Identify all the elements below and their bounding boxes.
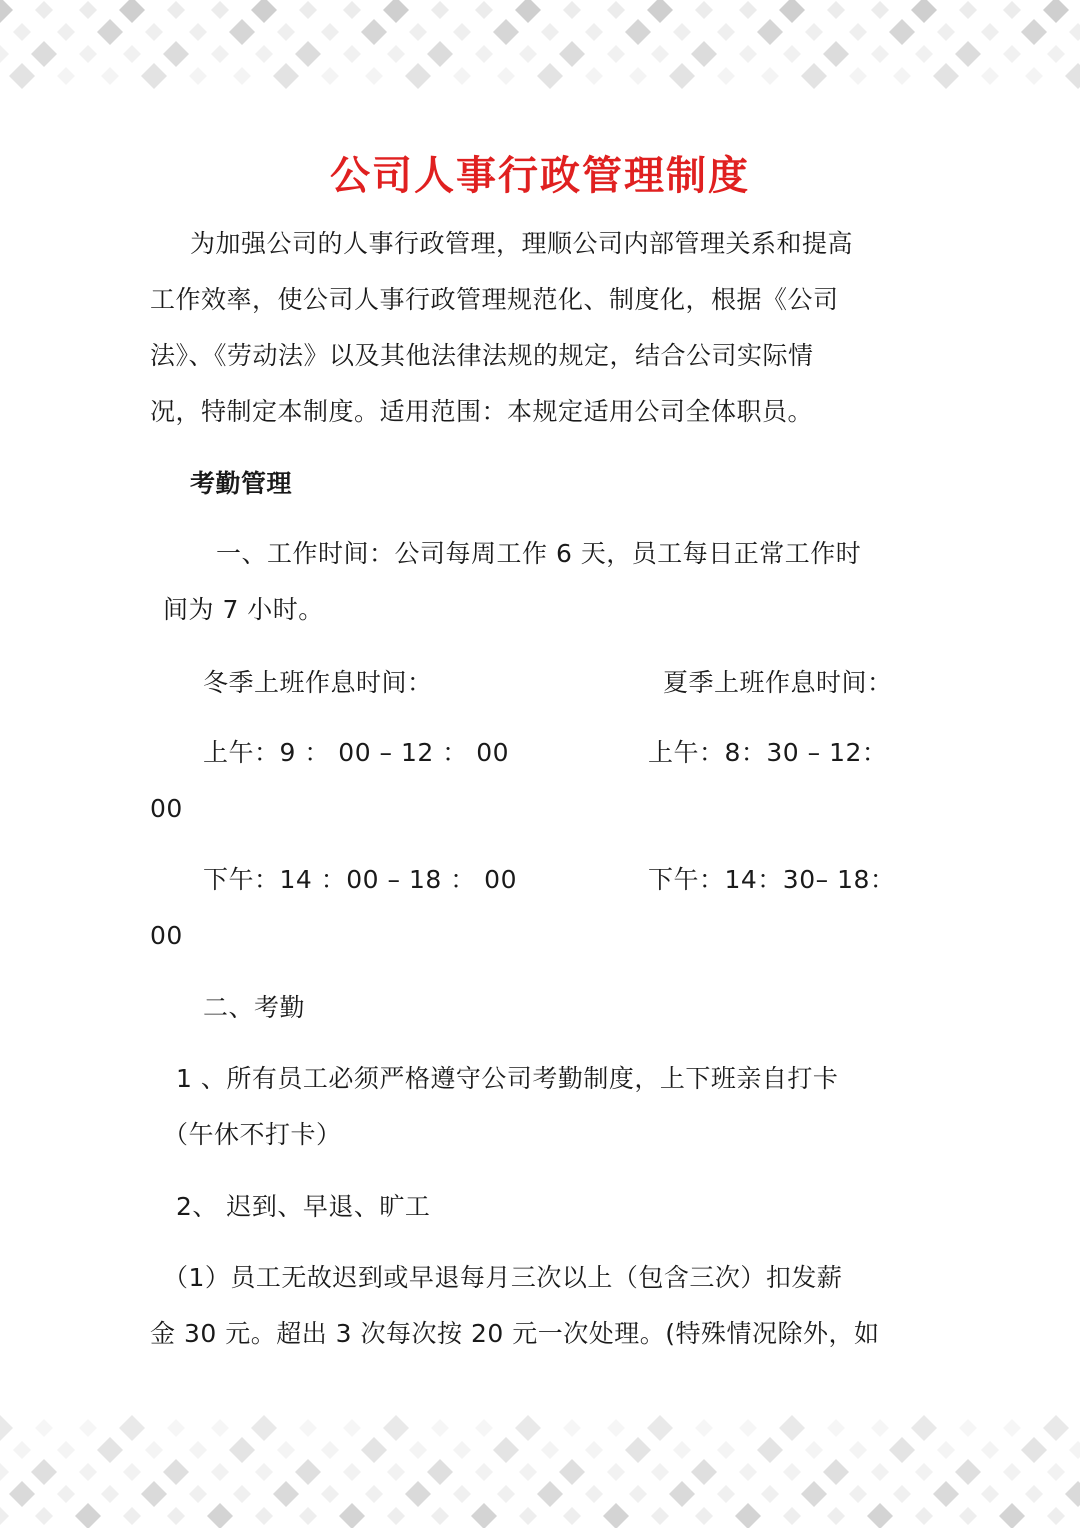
diamond-pattern-top [0, 0, 1080, 92]
diamond-shape [585, 1485, 603, 1503]
diamond-shape [189, 1485, 207, 1503]
diamond-shape [211, 45, 229, 63]
diamond-shape [955, 1459, 981, 1485]
winter-morning-hours: 上午：9 ： 00 – 12 ： 00 [203, 738, 510, 767]
diamond-shape [933, 63, 959, 89]
summer-afternoon-hours: 下午：14：30– 18： [648, 865, 896, 894]
diamond-shape [717, 1485, 735, 1503]
diamond-shape [1003, 45, 1021, 63]
diamond-shape [1047, 1507, 1065, 1525]
diamond-shape [537, 1481, 563, 1507]
diamond-shape [827, 1, 845, 19]
diamond-shape [251, 0, 277, 23]
diamond-shape [361, 1437, 387, 1463]
intro-line-2: 工作效率，使公司人事行政管理规范化、制度化，根据《公司 [150, 285, 839, 314]
diamond-shape [79, 1463, 97, 1481]
diamond-shape [9, 1481, 35, 1507]
bottom-decorative-border [0, 1410, 1080, 1528]
diamond-shape [823, 41, 849, 67]
diamond-shape [955, 41, 981, 67]
diamond-shape [1047, 1463, 1065, 1481]
diamond-shape [1043, 0, 1069, 23]
diamond-shape [801, 63, 827, 89]
diamond-shape [31, 1459, 57, 1485]
diamond-shape [189, 67, 207, 85]
diamond-shape [717, 1441, 735, 1459]
diamond-shape [35, 1, 53, 19]
diamond-shape [669, 1481, 695, 1507]
diamond-shape [849, 1441, 867, 1459]
diamond-shape [669, 63, 695, 89]
diamond-shape [295, 1459, 321, 1485]
diamond-shape [691, 41, 717, 67]
diamond-shape [607, 1419, 625, 1437]
morning-wrap: 00 [150, 794, 183, 823]
diamond-shape [0, 1463, 9, 1481]
diamond-shape [647, 0, 673, 23]
diamond-shape [673, 23, 691, 41]
diamond-shape [405, 1481, 431, 1507]
diamond-shape [57, 67, 75, 85]
diamond-shape [959, 1419, 977, 1437]
diamond-shape [475, 45, 493, 63]
diamond-shape [779, 0, 805, 23]
diamond-shape [343, 1419, 361, 1437]
diamond-shape [251, 1415, 277, 1441]
diamond-shape [273, 63, 299, 89]
diamond-shape [915, 1507, 933, 1525]
diamond-shape [757, 19, 783, 45]
summer-schedule-label: 夏季上班作息时间： [663, 668, 893, 697]
diamond-shape [475, 1419, 493, 1437]
diamond-shape [849, 67, 867, 85]
diamond-shape [783, 1507, 801, 1525]
diamond-shape [739, 1463, 757, 1481]
diamond-pattern-bottom [0, 1410, 1080, 1528]
diamond-shape [805, 1441, 823, 1459]
diamond-shape [475, 1463, 493, 1481]
diamond-shape [119, 0, 145, 23]
diamond-shape [585, 23, 603, 41]
diamond-shape [1065, 1481, 1080, 1507]
diamond-shape [35, 1507, 53, 1525]
section-heading-attendance-management: 考勤管理 [190, 469, 293, 498]
diamond-shape [981, 1441, 999, 1459]
diamond-shape [383, 1415, 409, 1441]
diamond-shape [607, 45, 625, 63]
diamond-shape [123, 1507, 141, 1525]
diamond-shape [603, 1503, 629, 1528]
diamond-shape [871, 1419, 889, 1437]
diamond-shape [563, 1507, 581, 1525]
diamond-shape [981, 67, 999, 85]
diamond-shape [541, 23, 559, 41]
diamond-shape [757, 1437, 783, 1463]
diamond-shape [739, 1419, 757, 1437]
diamond-shape [761, 1485, 779, 1503]
diamond-shape [911, 0, 937, 23]
rule-1-line-1: 1 、所有员工必须严格遵守公司考勤制度，上下班亲自打卡 [176, 1064, 839, 1093]
diamond-shape [647, 1415, 673, 1441]
diamond-shape [519, 1463, 537, 1481]
diamond-shape [761, 67, 779, 85]
attendance-heading: 二、考勤 [203, 993, 306, 1022]
diamond-shape [123, 1463, 141, 1481]
diamond-shape [717, 23, 735, 41]
work-time-line-1: 一、工作时间：公司每周工作 6 天，员工每日正常工作时 [216, 539, 862, 568]
diamond-shape [207, 1503, 233, 1528]
diamond-shape [651, 45, 669, 63]
rule-1-line-2: （午休不打卡） [163, 1120, 342, 1149]
diamond-shape [911, 1415, 937, 1441]
diamond-shape [229, 19, 255, 45]
diamond-shape [79, 1, 97, 19]
diamond-shape [739, 45, 757, 63]
diamond-shape [779, 1415, 805, 1441]
diamond-shape [999, 1503, 1025, 1528]
diamond-shape [321, 1485, 339, 1503]
diamond-shape [1047, 45, 1065, 63]
diamond-shape [629, 1485, 647, 1503]
diamond-shape [783, 45, 801, 63]
diamond-shape [1021, 1437, 1047, 1463]
diamond-shape [625, 19, 651, 45]
diamond-shape [893, 1485, 911, 1503]
diamond-shape [97, 19, 123, 45]
diamond-shape [255, 1463, 273, 1481]
diamond-shape [211, 1, 229, 19]
diamond-shape [515, 0, 541, 23]
diamond-shape [1069, 1441, 1080, 1459]
diamond-shape [937, 23, 955, 41]
diamond-shape [735, 1503, 761, 1528]
diamond-shape [277, 1441, 295, 1459]
diamond-shape [981, 1485, 999, 1503]
diamond-shape [651, 1507, 669, 1525]
diamond-shape [981, 23, 999, 41]
diamond-shape [163, 41, 189, 67]
diamond-shape [537, 63, 563, 89]
diamond-shape [607, 1463, 625, 1481]
diamond-shape [57, 1485, 75, 1503]
diamond-shape [255, 1507, 273, 1525]
diamond-shape [959, 1507, 977, 1525]
diamond-shape [277, 23, 295, 41]
diamond-shape [141, 1481, 167, 1507]
diamond-shape [167, 1419, 185, 1437]
diamond-shape [343, 45, 361, 63]
diamond-shape [101, 1485, 119, 1503]
diamond-shape [475, 1, 493, 19]
diamond-shape [959, 1, 977, 19]
diamond-shape [141, 63, 167, 89]
diamond-shape [229, 1437, 255, 1463]
diamond-shape [163, 1459, 189, 1485]
diamond-shape [695, 1419, 713, 1437]
diamond-shape [893, 67, 911, 85]
diamond-shape [805, 23, 823, 41]
diamond-shape [453, 1441, 471, 1459]
diamond-shape [471, 1503, 497, 1528]
diamond-shape [321, 1441, 339, 1459]
diamond-shape [343, 1463, 361, 1481]
diamond-shape [497, 67, 515, 85]
diamond-shape [625, 1437, 651, 1463]
diamond-shape [295, 41, 321, 67]
diamond-shape [541, 1441, 559, 1459]
diamond-shape [915, 45, 933, 63]
diamond-shape [585, 67, 603, 85]
diamond-shape [387, 1507, 405, 1525]
diamond-shape [453, 67, 471, 85]
diamond-shape [515, 1415, 541, 1441]
diamond-shape [431, 1419, 449, 1437]
diamond-shape [1021, 19, 1047, 45]
diamond-shape [13, 23, 31, 41]
diamond-shape [629, 67, 647, 85]
diamond-shape [1025, 1485, 1043, 1503]
diamond-shape [119, 1415, 145, 1441]
diamond-shape [827, 1419, 845, 1437]
diamond-shape [145, 1441, 163, 1459]
rule-2-1-line-1: （1）员工无故迟到或早退每月三次以上（包含三次）扣发薪 [163, 1263, 843, 1292]
diamond-shape [453, 23, 471, 41]
diamond-shape [343, 1, 361, 19]
diamond-shape [0, 0, 13, 23]
diamond-shape [431, 1507, 449, 1525]
diamond-shape [9, 63, 35, 89]
diamond-shape [409, 23, 427, 41]
diamond-shape [145, 23, 163, 41]
diamond-shape [673, 1441, 691, 1459]
diamond-shape [563, 1, 581, 19]
summer-morning-hours: 上午：8：30 – 12： [648, 738, 888, 767]
intro-line-3: 法》、《劳动法》以及其他法律法规的规定，结合公司实际情 [150, 341, 814, 370]
page-title: 公司人事行政管理制度 [330, 153, 750, 199]
diamond-shape [1003, 1, 1021, 19]
diamond-shape [299, 1507, 317, 1525]
diamond-shape [563, 1419, 581, 1437]
diamond-shape [409, 1441, 427, 1459]
rule-2-1-line-2: 金 30 元。超出 3 次每次按 20 元一次处理。(特殊情况除外，如 [150, 1319, 880, 1348]
diamond-shape [31, 41, 57, 67]
diamond-shape [493, 19, 519, 45]
diamond-shape [915, 1463, 933, 1481]
diamond-shape [1069, 23, 1080, 41]
diamond-shape [387, 1463, 405, 1481]
diamond-shape [1065, 63, 1080, 89]
diamond-shape [431, 1, 449, 19]
intro-line-4: 况，特制定本制度。适用范围：本规定适用公司全体职员。 [150, 397, 814, 426]
diamond-shape [383, 0, 409, 23]
diamond-shape [75, 1503, 101, 1528]
diamond-shape [0, 1507, 9, 1525]
diamond-shape [299, 1, 317, 19]
diamond-shape [365, 1485, 383, 1503]
diamond-shape [255, 45, 273, 63]
diamond-shape [871, 45, 889, 63]
diamond-shape [123, 45, 141, 63]
diamond-shape [1003, 1463, 1021, 1481]
diamond-shape [189, 1441, 207, 1459]
diamond-shape [321, 67, 339, 85]
diamond-shape [167, 1507, 185, 1525]
diamond-shape [823, 1459, 849, 1485]
diamond-shape [849, 23, 867, 41]
diamond-shape [607, 1, 625, 19]
afternoon-wrap: 00 [150, 921, 183, 950]
diamond-shape [405, 63, 431, 89]
diamond-shape [453, 1485, 471, 1503]
diamond-shape [35, 1419, 53, 1437]
diamond-shape [519, 1507, 537, 1525]
diamond-shape [933, 1481, 959, 1507]
diamond-shape [559, 41, 585, 67]
diamond-shape [739, 1, 757, 19]
diamond-shape [427, 1459, 453, 1485]
intro-line-1: 为加强公司的人事行政管理，理顺公司内部管理关系和提高 [190, 229, 854, 258]
winter-schedule-label: 冬季上班作息时间： [203, 668, 433, 697]
diamond-shape [783, 1463, 801, 1481]
diamond-shape [211, 1419, 229, 1437]
winter-afternoon-hours: 下午：14 ：00 – 18 ： 00 [203, 865, 517, 894]
diamond-shape [97, 1437, 123, 1463]
diamond-shape [585, 1441, 603, 1459]
diamond-shape [57, 23, 75, 41]
diamond-shape [79, 1419, 97, 1437]
diamond-shape [937, 1441, 955, 1459]
work-time-line-2: 间为 7 小时。 [163, 595, 324, 624]
diamond-shape [13, 1441, 31, 1459]
diamond-shape [57, 1441, 75, 1459]
diamond-shape [0, 45, 9, 63]
diamond-shape [1043, 1415, 1069, 1441]
diamond-shape [717, 67, 735, 85]
diamond-shape [871, 1463, 889, 1481]
diamond-shape [167, 1, 185, 19]
diamond-shape [0, 1415, 13, 1441]
diamond-shape [519, 45, 537, 63]
diamond-shape [889, 19, 915, 45]
diamond-shape [827, 1507, 845, 1525]
diamond-shape [361, 19, 387, 45]
diamond-shape [871, 1, 889, 19]
diamond-shape [867, 1503, 893, 1528]
diamond-shape [1025, 67, 1043, 85]
diamond-shape [801, 1481, 827, 1507]
diamond-shape [273, 1481, 299, 1507]
diamond-shape [651, 1463, 669, 1481]
diamond-shape [889, 1437, 915, 1463]
diamond-shape [101, 67, 119, 85]
diamond-shape [695, 1, 713, 19]
diamond-shape [695, 1507, 713, 1525]
diamond-shape [365, 67, 383, 85]
diamond-shape [691, 1459, 717, 1485]
diamond-shape [299, 1419, 317, 1437]
top-decorative-border [0, 0, 1080, 92]
rule-2: 2、 迟到、早退、旷工 [176, 1192, 431, 1221]
diamond-shape [233, 67, 251, 85]
diamond-shape [427, 41, 453, 67]
diamond-shape [321, 23, 339, 41]
diamond-shape [79, 45, 97, 63]
diamond-shape [211, 1463, 229, 1481]
diamond-shape [497, 1485, 515, 1503]
diamond-shape [559, 1459, 585, 1485]
diamond-shape [189, 23, 207, 41]
diamond-shape [233, 1485, 251, 1503]
diamond-shape [339, 1503, 365, 1528]
diamond-shape [849, 1485, 867, 1503]
diamond-shape [493, 1437, 519, 1463]
diamond-shape [387, 45, 405, 63]
diamond-shape [1003, 1419, 1021, 1437]
